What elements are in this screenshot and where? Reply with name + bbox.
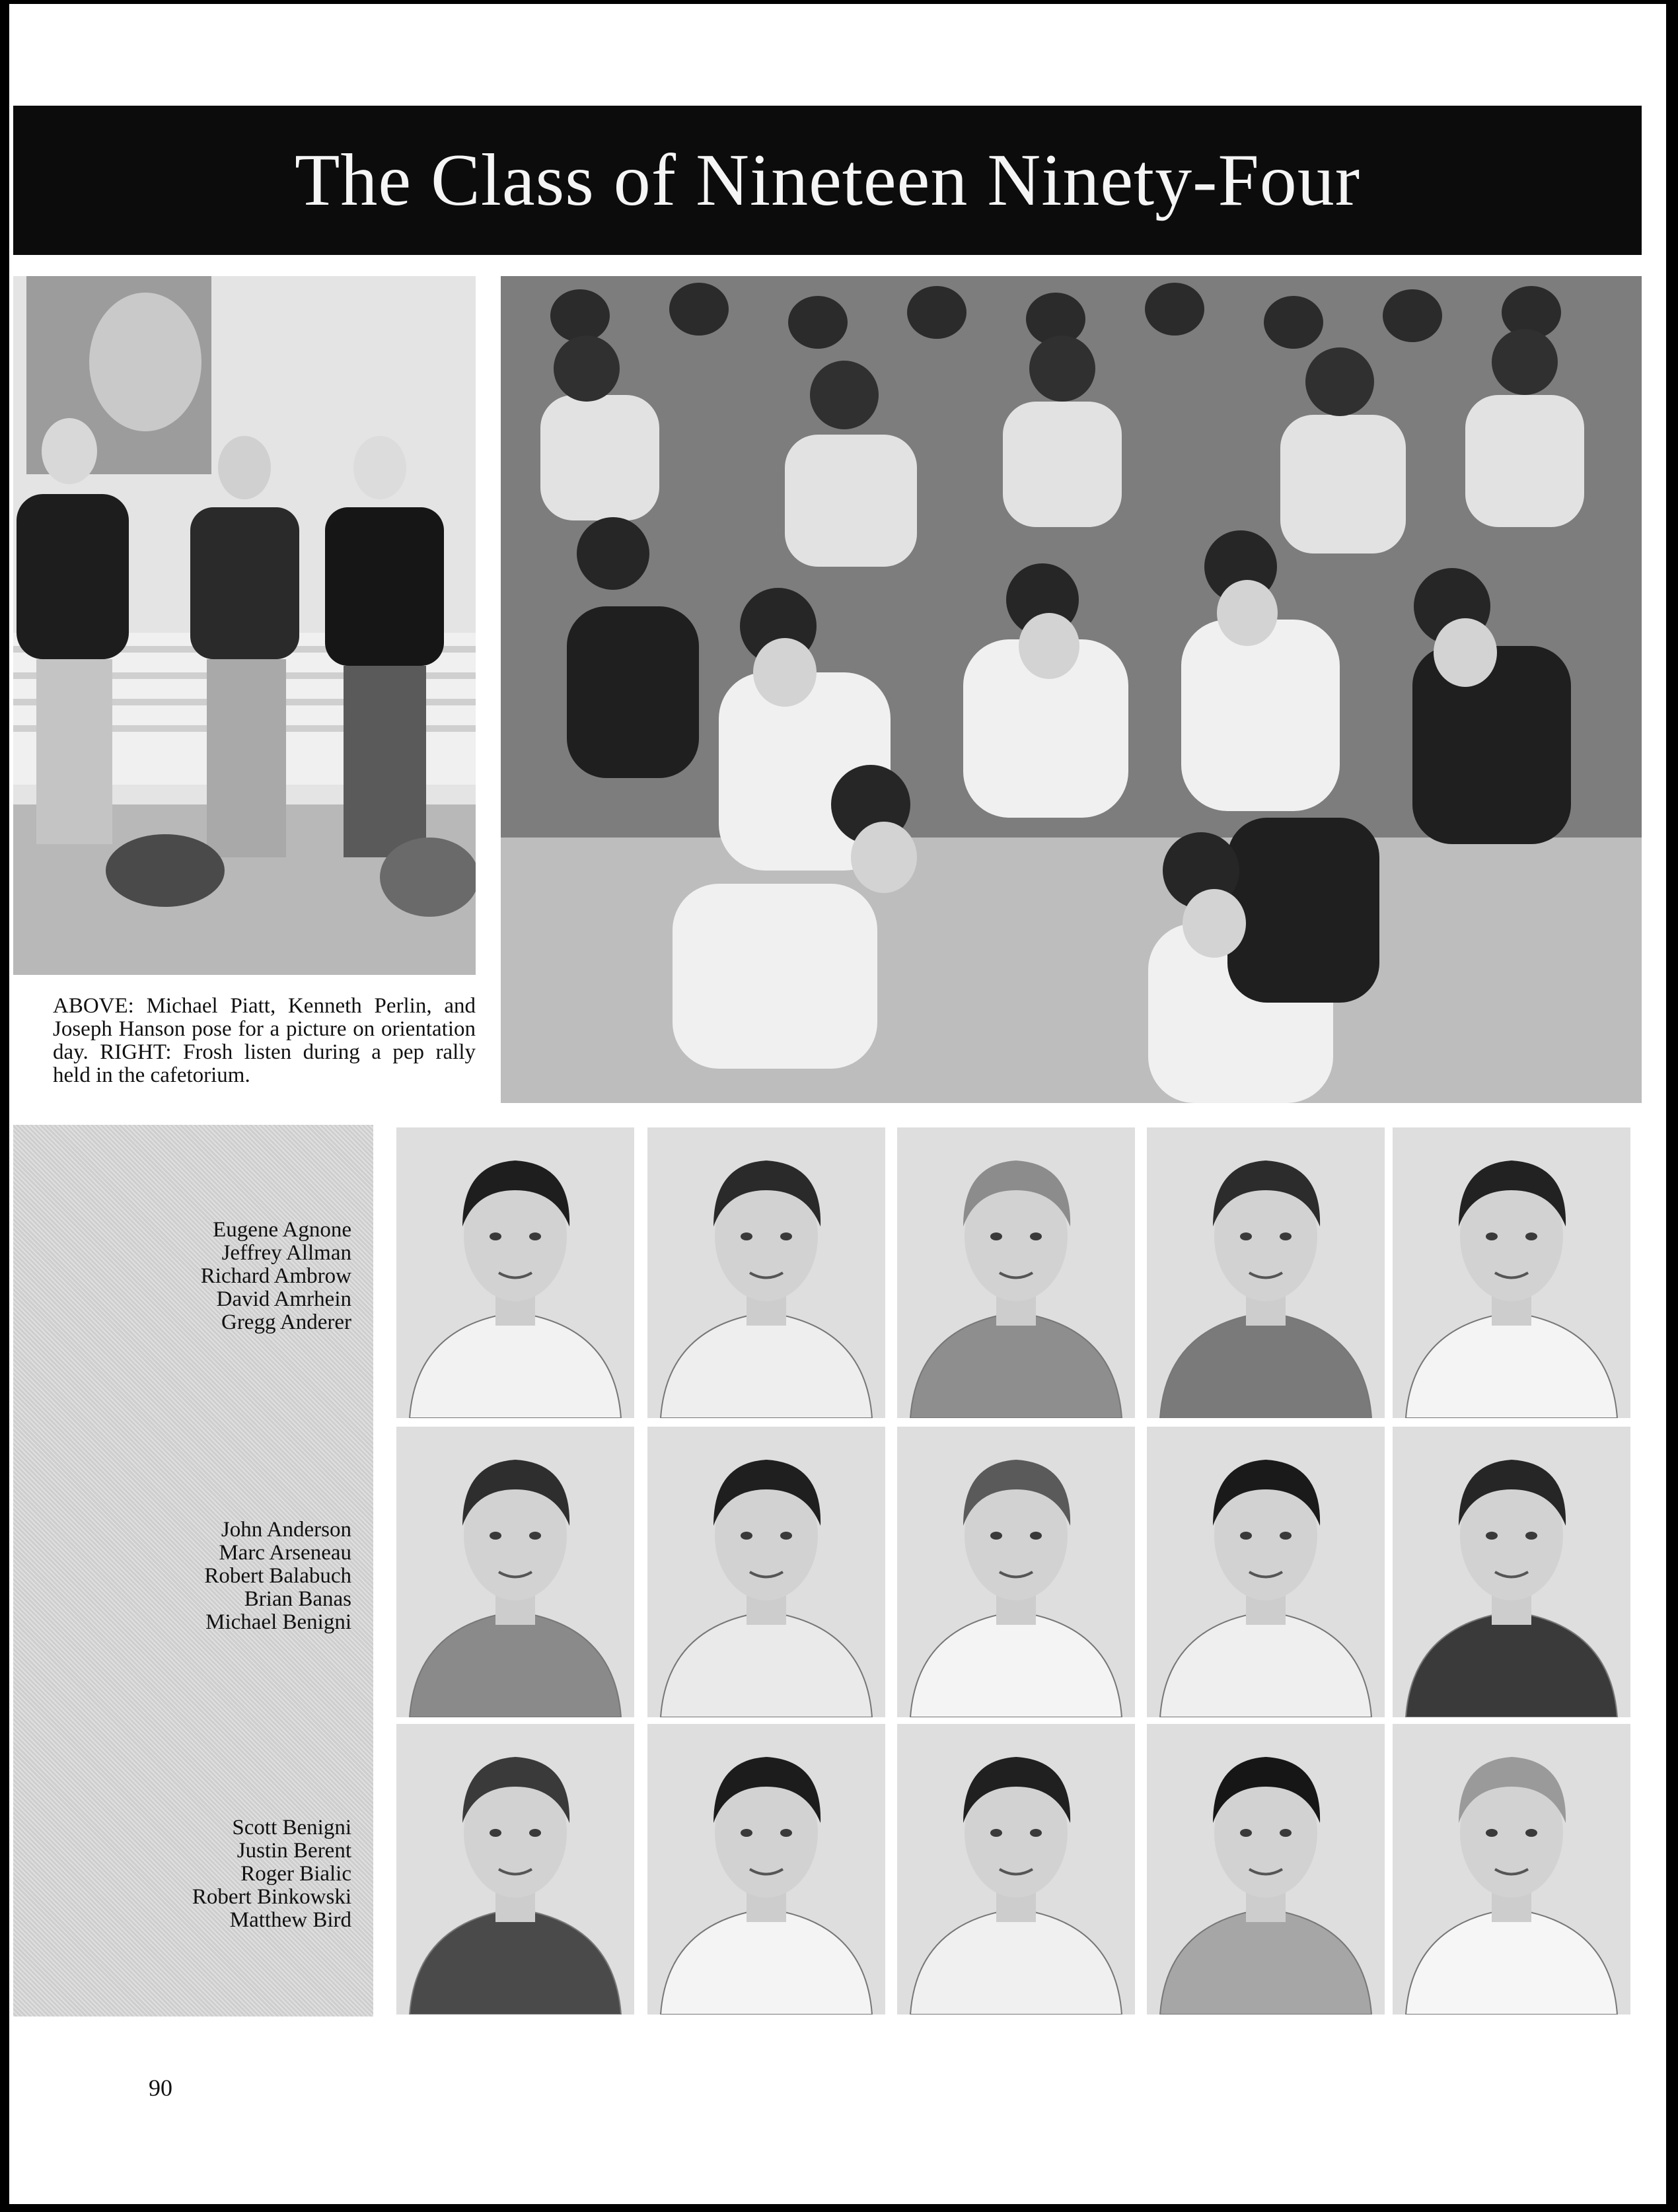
student-portrait: [396, 1427, 634, 1717]
student-portrait: [1147, 1427, 1385, 1717]
student-name: Michael Benigni: [205, 1610, 351, 1634]
name-group-3: [192, 1816, 351, 1932]
student-portrait: [396, 1127, 634, 1418]
student-name: Brian Banas: [244, 1587, 351, 1611]
page-top-edge: [0, 0, 1678, 4]
page-title: The Class of Nineteen Ninety-Four: [294, 139, 1361, 221]
student-portrait: [897, 1724, 1135, 2015]
page-bottom-edge: [0, 2204, 1678, 2212]
photo-caption: ABOVE: Michael Piatt, Kenneth Perlin, and Joseph Hanson pose for a picture on orientation day. RIGHT: Frosh listen during a pep rally held in the cafetorium.: [53, 994, 476, 1087]
student-name: Roger Bialic: [240, 1862, 351, 1886]
student-name: Scott Benigni: [232, 1816, 351, 1839]
student-portrait: [897, 1427, 1135, 1717]
student-name: John Anderson: [221, 1518, 351, 1542]
student-name: Eugene Agnone: [213, 1218, 351, 1242]
student-portrait: [1393, 1724, 1630, 2015]
student-portrait: [1393, 1127, 1630, 1418]
student-portrait: [897, 1127, 1135, 1418]
student-name: Marc Arseneau: [219, 1541, 351, 1565]
student-portrait: [647, 1127, 885, 1418]
student-name: David Amrhein: [216, 1287, 351, 1311]
student-name: Gregg Anderer: [221, 1310, 351, 1334]
student-portrait: [1393, 1427, 1630, 1717]
student-name: Richard Ambrow: [200, 1264, 351, 1288]
name-group-2: [204, 1518, 351, 1634]
student-portrait: [647, 1724, 885, 2015]
orientation-day-photo: [13, 276, 476, 975]
student-portrait: [1147, 1724, 1385, 2015]
student-portrait: [396, 1724, 634, 2015]
student-portrait: [647, 1427, 885, 1717]
names-panel: [13, 1125, 373, 2016]
student-name: Matthew Bird: [229, 1908, 351, 1932]
page-number: 90: [149, 2075, 172, 2101]
student-name: Jeffrey Allman: [221, 1241, 351, 1265]
student-portrait: [1147, 1127, 1385, 1418]
student-name: Robert Balabuch: [204, 1564, 351, 1588]
title-banner: [13, 106, 1642, 255]
student-name: Justin Berent: [237, 1839, 351, 1863]
pep-rally-photo: [501, 276, 1642, 1103]
name-group-1: [201, 1219, 351, 1334]
student-name: Robert Binkowski: [192, 1885, 351, 1909]
